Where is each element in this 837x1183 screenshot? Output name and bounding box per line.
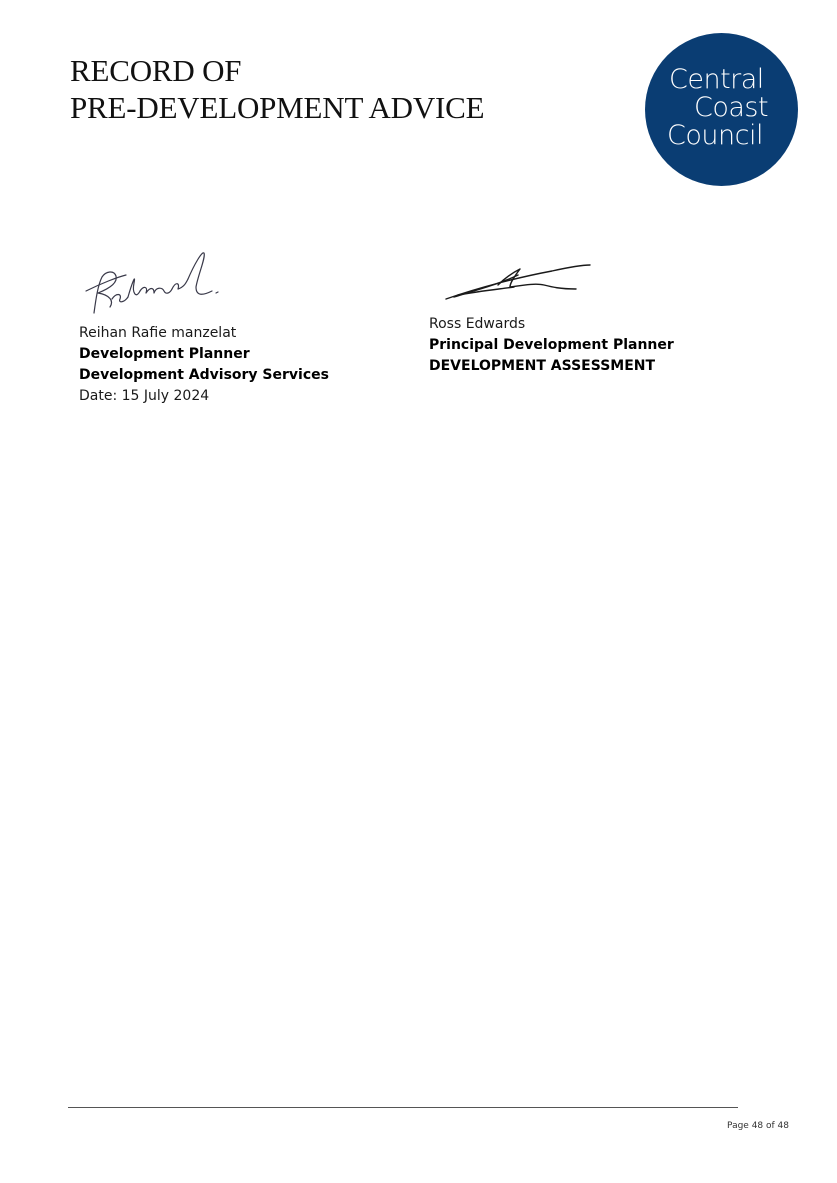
- signatory-left-role: Development Planner: [79, 346, 250, 362]
- signatory-right-block: [429, 314, 674, 377]
- central-coast-council-logo: [645, 33, 798, 186]
- footer-divider: [68, 1107, 738, 1108]
- logo-line-3: Council: [667, 120, 763, 151]
- signatory-right-name: Ross Edwards: [429, 316, 526, 332]
- signature-right: [440, 255, 600, 305]
- signatory-left-name: Reihan Rafie manzelat: [79, 325, 237, 341]
- document-title-line-1: RECORD OF: [70, 53, 242, 88]
- logo-line-1: Central: [669, 64, 764, 95]
- logo-line-2: Coast: [694, 92, 769, 123]
- signatory-left-date: Date: 15 July 2024: [79, 388, 210, 404]
- document-title: [70, 52, 484, 126]
- document-title-line-2: PRE-DEVELOPMENT ADVICE: [70, 90, 485, 125]
- signature-left: [80, 243, 240, 323]
- page-number: Page 48 of 48: [727, 1121, 789, 1131]
- signatory-left-department: Development Advisory Services: [79, 367, 329, 383]
- signatory-right-department: DEVELOPMENT ASSESSMENT: [429, 358, 656, 374]
- signatory-right-role: Principal Development Planner: [429, 337, 674, 353]
- signatory-left-block: [79, 323, 329, 407]
